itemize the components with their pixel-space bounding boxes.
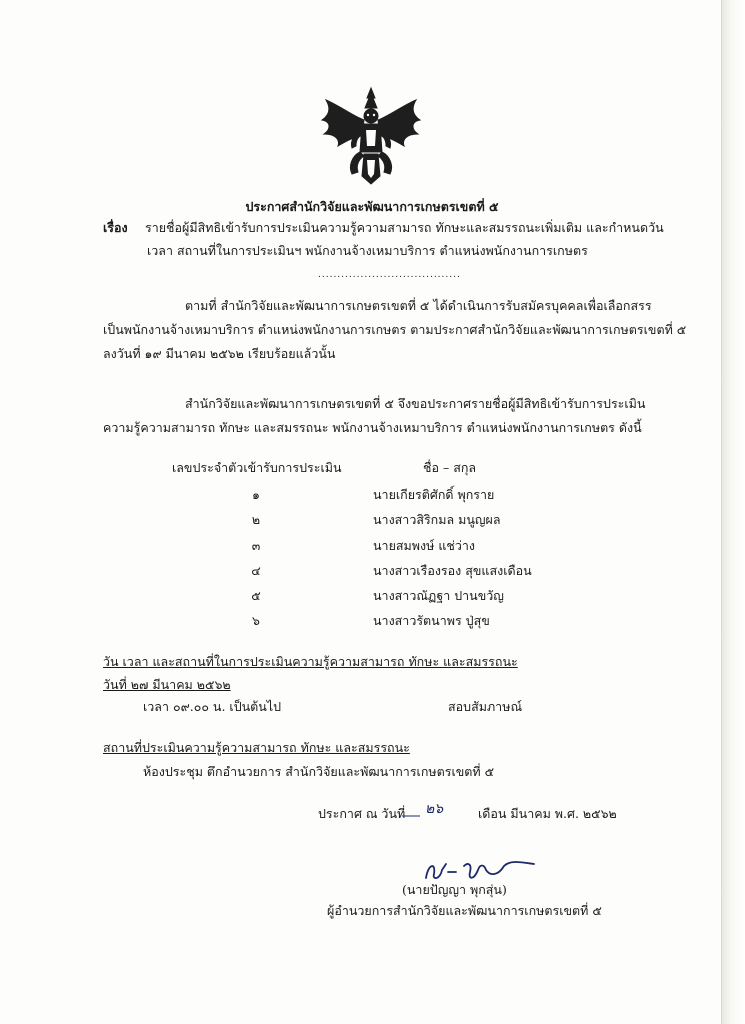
candidate-name: นางสาวรัตนาพร ปู่สุข (373, 613, 490, 628)
venue-place: ห้องประชุม ตึกอำนวยการ สำนักวิจัยและพัฒนาการเกษตรเขตที่ ๕ (143, 764, 495, 779)
candidate-number: ๔ (251, 563, 261, 578)
paragraph-1-line-3: ลงวันที่ ๑๙ มีนาคม ๒๕๖๒ เรียบร้อยแล้วนั้น (103, 346, 336, 361)
candidate-number: ๒ (251, 512, 261, 527)
candidate-number: ๑ (252, 487, 260, 502)
announced-day: ๒๖ (425, 801, 444, 817)
candidate-number: ๓ (251, 538, 261, 553)
schedule-method: สอบสัมภาษณ์ (448, 699, 523, 714)
schedule-date: วันที่ ๒๗ มีนาคม ๒๕๖๒ (103, 677, 231, 692)
candidate-number: ๕ (251, 588, 261, 603)
subject-label: เรื่อง (103, 220, 128, 235)
candidate-name: นางสาวณัฏฐา ปานขวัญ (373, 588, 504, 603)
signer-position: ผู้อำนวยการสำนักวิจัยและพัฒนาการเกษตรเขตที่ ๕ (327, 903, 602, 918)
subject-line-1: รายชื่อผู้มีสิทธิเข้ารับการประเมินความรู้ความสามารถ ทักษะและสมรรถนะเพิ่มเติม และกำหนดวัน (145, 220, 664, 235)
column-header-name: ชื่อ – สกุล (423, 460, 477, 475)
candidate-name: นายสมพงษ์ แช่ว่าง (373, 538, 475, 553)
paragraph-2-line-2: ความรู้ความสามารถ ทักษะ และสมรรถนะ พนักงานจ้างเหมาบริการ ตำแหน่งพนักงานการเกษตร ดังนี้ (103, 420, 642, 435)
subject-line-2: เวลา สถานที่ในการประเมินฯ พนักงานจ้างเหมาบริการ ตำแหน่งพนักงานการเกษตร (147, 243, 588, 258)
candidate-number: ๖ (252, 613, 260, 628)
paragraph-1-line-1: ตามที่ สำนักวิจัยและพัฒนาการเกษตรเขตที่ ๕ ได้ดำเนินการรับสมัครบุคคลเพื่อเลือกสรร (185, 298, 652, 313)
venue-heading: สถานที่ประเมินความรู้ความสามารถ ทักษะ และสมรรถนะ (103, 740, 410, 755)
schedule-time: เวลา ๐๙.๐๐ น. เป็นต้นไป (143, 699, 282, 714)
handwriting-mark-icon (400, 802, 422, 820)
candidate-name: นายเกียรติศักดิ์ พุกราย (373, 487, 495, 502)
paragraph-2-line-1: สำนักวิจัยและพัฒนาการเกษตรเขตที่ ๕ จึงขอประกาศรายชื่อผู้มีสิทธิเข้ารับการประเมิน (185, 396, 646, 411)
announced-month-year: เดือน มีนาคม พ.ศ. ๒๕๖๒ (478, 806, 617, 821)
announced-label: ประกาศ ณ วันที่ (318, 806, 406, 821)
paragraph-1-line-2: เป็นพนักงานจ้างเหมาบริการ ตำแหน่งพนักงานการเกษตร ตามประกาศสำนักวิจัยและพัฒนาการเกษตรเขตที่ ๕ (103, 322, 687, 337)
signer-name: (นายปัญญา พุกสุ่น) (402, 882, 507, 897)
divider: ..................................... (318, 270, 461, 280)
signature-icon (420, 852, 540, 884)
paper-edge (721, 0, 745, 1024)
column-header-number: เลขประจำตัวเข้ารับการประเมิน (172, 460, 342, 475)
garuda-emblem-icon (318, 86, 424, 186)
schedule-heading: วัน เวลา และสถานที่ในการประเมินความรู้ความสามารถ ทักษะ และสมรรถนะ (103, 654, 518, 669)
candidate-name: นางสาวสิริกมล มนูญผล (373, 512, 501, 527)
document-title: ประกาศสำนักวิจัยและพัฒนาการเกษตรเขตที่ ๕ (245, 199, 499, 214)
candidate-name: นางสาวเรืองรอง สุขแสงเดือน (373, 563, 532, 578)
